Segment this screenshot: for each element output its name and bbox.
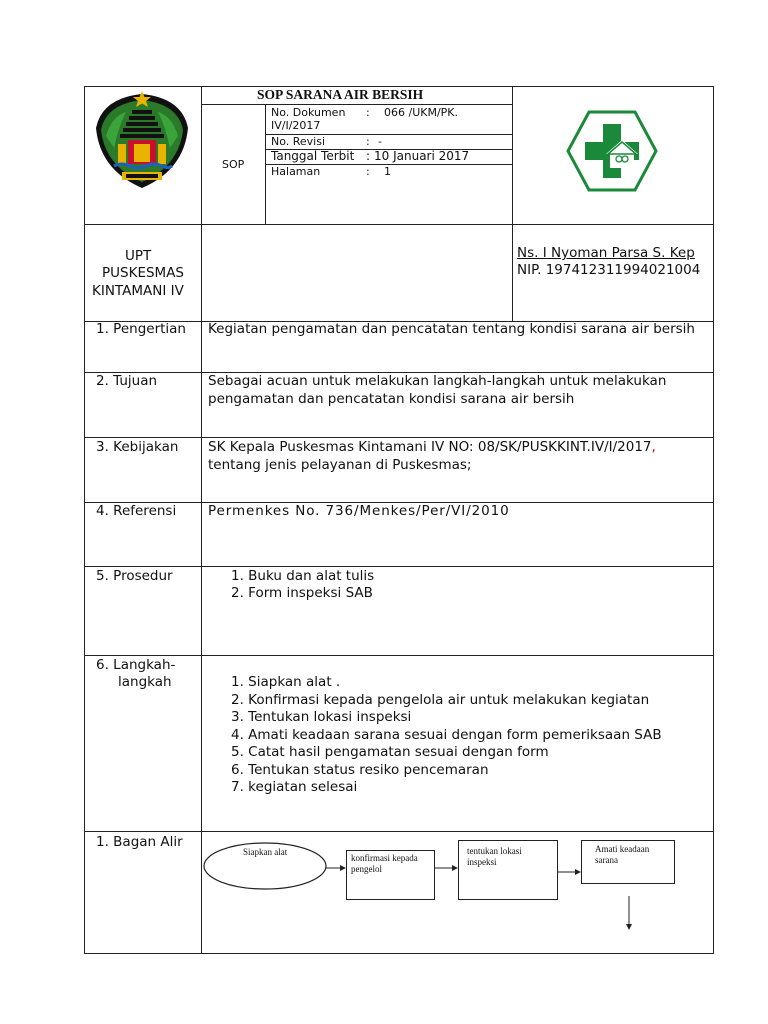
flow-node-siapkan: Siapkan alat bbox=[243, 847, 288, 857]
kebijakan-line2: tentang jenis pelayanan di Puskesmas; bbox=[208, 457, 472, 473]
doc-number-value: 066 /UKM/PK. bbox=[384, 106, 459, 119]
doc-number-sep: : bbox=[366, 106, 370, 119]
tujuan-line2: pengamatan dan pencatatan kondisi sarana air bersih bbox=[208, 391, 575, 407]
kebijakan-line1-mark: , bbox=[651, 439, 656, 455]
tujuan-line1: Sebagai acuan untuk melakukan langkah-langkah untuk melakukan bbox=[208, 373, 667, 389]
pengertian-text: Kegiatan pengamatan dan pencatatan tentang kondisi sarana air bersih bbox=[208, 321, 695, 337]
pengertian-label: 1. Pengertian bbox=[96, 321, 186, 337]
page-value: 1 bbox=[384, 165, 391, 178]
prosedur-label: 5. Prosedur bbox=[96, 568, 173, 584]
langkah-label-2: langkah bbox=[118, 674, 172, 690]
bagan-label: 1. Bagan Alir bbox=[96, 834, 183, 850]
signer-nip: NIP. 197412311994021004 bbox=[517, 262, 701, 278]
issue-date-sep: : bbox=[366, 149, 371, 163]
signer-name: Ns. I Nyoman Parsa S. Kep bbox=[517, 245, 695, 261]
flow-node-tentukan: tentukan lokasi inspeksi bbox=[467, 846, 522, 867]
sop-label: SOP bbox=[222, 158, 245, 171]
langkah-item: 1. Siapkan alat . bbox=[231, 674, 341, 690]
issue-date-value: 10 Januari 2017 bbox=[374, 149, 470, 163]
page-label: Halaman bbox=[271, 165, 321, 178]
org-puskesmas: PUSKESMAS bbox=[102, 265, 184, 281]
tujuan-label: 2. Tujuan bbox=[96, 373, 158, 389]
flow-node-amati: Amati keadaan sarana bbox=[595, 844, 650, 865]
langkah-list bbox=[231, 674, 662, 797]
revision-value: - bbox=[378, 135, 382, 148]
org-upt: UPT bbox=[125, 248, 152, 264]
page-sep: : bbox=[366, 165, 370, 178]
flowchart bbox=[201, 832, 713, 953]
langkah-item: 4. Amati keadaan sarana sesuai dengan form pemeriksaan SAB bbox=[231, 726, 662, 743]
prosedur-item: 1. Buku dan alat tulis bbox=[231, 568, 375, 584]
langkah-item: 2. Konfirmasi kepada pengelola air untuk melakukan kegiatan bbox=[231, 691, 650, 708]
referensi-text: Permenkes No. 736/Menkes/Per/VI/2010 bbox=[208, 503, 510, 519]
kebijakan-line1 bbox=[208, 439, 656, 456]
doc-number-cont: IV/I/2017 bbox=[271, 119, 321, 132]
revision-sep: : bbox=[366, 135, 370, 148]
org-kintamani: KINTAMANI IV bbox=[92, 283, 184, 299]
langkah-item: 7. kegiatan selesai bbox=[231, 779, 358, 795]
regency-emblem bbox=[92, 88, 192, 192]
langkah-item: 5. Catat hasil pengamatan sesuai dengan form bbox=[231, 744, 549, 760]
flow-node-konfirmasi: konfirmasi kepada pengelol bbox=[351, 853, 418, 874]
langkah-label-1: 6. Langkah- bbox=[96, 657, 176, 673]
puskesmas-logo bbox=[566, 110, 658, 192]
kebijakan-line1-text: SK Kepala Puskesmas Kintamani IV NO: 08/SK/PUSKKINT.IV/I/2017 bbox=[208, 439, 652, 455]
document-title: SOP SARANA AIR BERSIH bbox=[257, 87, 424, 102]
referensi-label: 4. Referensi bbox=[96, 503, 177, 519]
prosedur-item: 2. Form inspeksi SAB bbox=[231, 585, 373, 601]
langkah-item: 3. Tentukan lokasi inspeksi bbox=[231, 709, 412, 725]
doc-number-label: No. Dokumen bbox=[271, 106, 346, 119]
langkah-item: 6. Tentukan status resiko pencemaran bbox=[231, 761, 489, 778]
revision-label: No. Revisi bbox=[271, 135, 326, 148]
kebijakan-label: 3. Kebijakan bbox=[96, 439, 179, 455]
issue-date-label: Tanggal Terbit bbox=[271, 149, 355, 163]
